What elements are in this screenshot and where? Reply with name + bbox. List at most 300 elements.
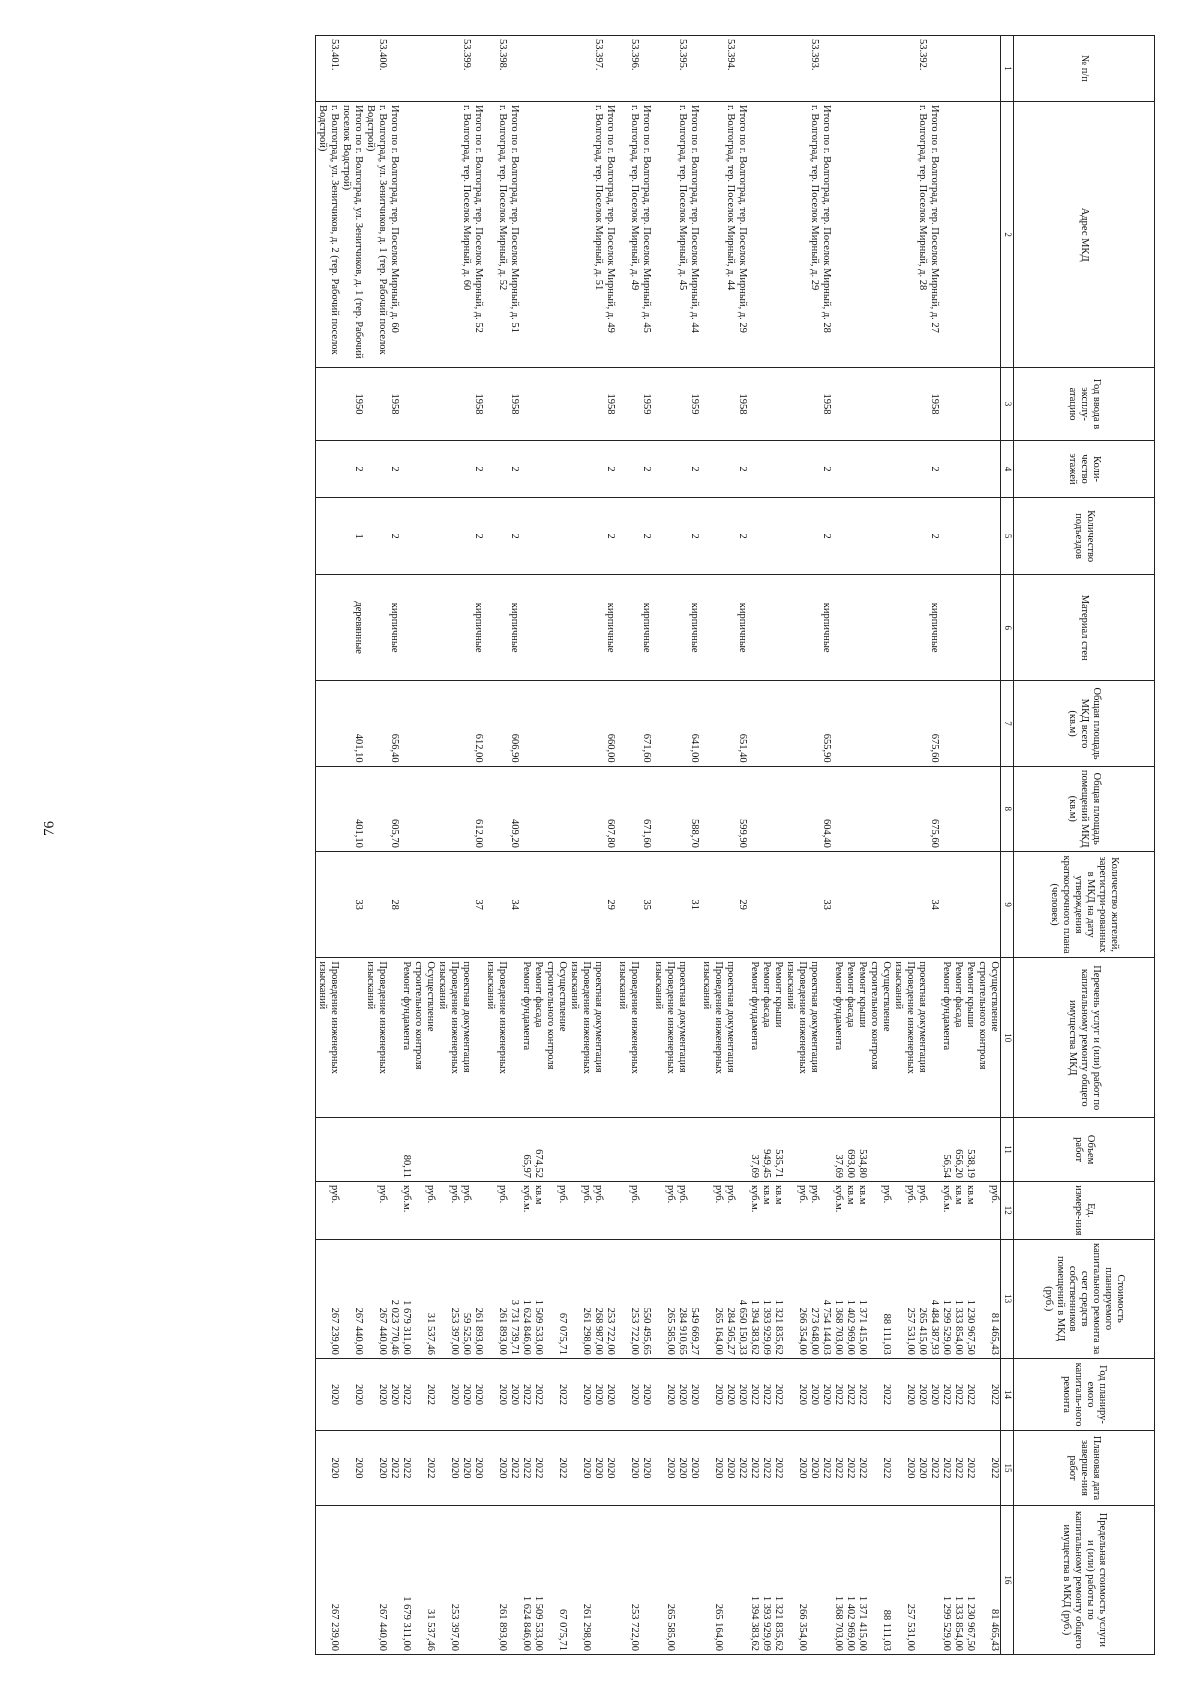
table-cell: Ремонт фундамента xyxy=(400,958,412,1118)
table-cell: Итого по г. Волгоград, тер. Поселок Мирный, д. 60 xyxy=(388,102,400,368)
table-cell xyxy=(916,766,928,851)
table-cell xyxy=(616,1505,628,1654)
table-cell xyxy=(796,766,808,851)
table-cell: 56,54 xyxy=(940,1118,952,1182)
table-cell: 2022 xyxy=(988,1431,1001,1506)
table-cell: 2022 xyxy=(520,1431,532,1506)
table-cell xyxy=(784,36,796,102)
table-cell xyxy=(652,574,664,681)
table-row xyxy=(796,36,808,1655)
table-cell xyxy=(700,498,712,575)
column-number-15: 15 xyxy=(1001,1431,1014,1506)
table-cell: 65,97 xyxy=(520,1118,532,1182)
table-cell xyxy=(568,1505,580,1654)
column-number-2: 2 xyxy=(1001,102,1014,368)
table-cell: 2022 xyxy=(760,1431,772,1506)
table-cell xyxy=(484,574,496,681)
table-row xyxy=(508,36,520,1655)
table-cell xyxy=(736,958,748,1118)
table-row xyxy=(520,36,532,1655)
table-row xyxy=(808,36,820,1655)
table-cell: 2020 xyxy=(640,1431,652,1506)
table-cell: 2022 xyxy=(520,1358,532,1430)
table-cell: 81 465,43 xyxy=(988,1505,1001,1654)
table-cell: Проведение инженерных xyxy=(628,958,640,1118)
table-row xyxy=(940,36,952,1655)
table-row xyxy=(556,36,568,1655)
table-cell: 1959 xyxy=(688,368,700,440)
table-cell: Ремонт фундамента xyxy=(940,958,952,1118)
table-row xyxy=(424,36,436,1655)
table-cell xyxy=(832,498,844,575)
table-cell xyxy=(772,766,784,851)
table-cell xyxy=(520,440,532,498)
table-cell: Ремонт крыши xyxy=(964,958,976,1118)
table-cell: проектная документация xyxy=(592,958,604,1118)
table-cell xyxy=(340,574,352,681)
table-cell xyxy=(904,574,916,681)
table-cell: Проведение инженерных xyxy=(328,958,340,1118)
table-cell xyxy=(844,36,856,102)
table-cell xyxy=(592,440,604,498)
table-cell: 1958 xyxy=(604,368,616,440)
table-cell xyxy=(808,681,820,766)
table-cell: 2 xyxy=(508,498,520,575)
table-row xyxy=(748,36,760,1655)
table-cell xyxy=(904,1118,916,1182)
table-cell xyxy=(952,440,964,498)
table-cell xyxy=(508,1182,520,1240)
table-cell: Итого по г. Волгоград, тер. Поселок Мирный, д. 45 xyxy=(640,102,652,368)
table-row xyxy=(640,36,652,1655)
table-cell xyxy=(316,1182,329,1240)
table-cell xyxy=(976,681,988,766)
table-cell xyxy=(340,1118,352,1182)
table-cell xyxy=(508,36,520,102)
table-cell xyxy=(484,102,496,368)
table-cell xyxy=(700,368,712,440)
table-cell xyxy=(976,851,988,958)
table-cell xyxy=(688,36,700,102)
table-cell xyxy=(760,36,772,102)
table-cell: 2 xyxy=(388,498,400,575)
table-cell: 2022 xyxy=(556,1358,568,1430)
table-cell: 2020 xyxy=(808,1431,820,1506)
table-cell: 33 xyxy=(820,851,832,958)
table-cell: 37,69 xyxy=(832,1118,844,1182)
table-cell: 2020 xyxy=(448,1358,460,1430)
table-cell: 1 393 929,09 xyxy=(760,1239,772,1358)
table-cell xyxy=(568,440,580,498)
table-cell xyxy=(436,1182,448,1240)
table-row xyxy=(916,36,928,1655)
column-number-13: 13 xyxy=(1001,1239,1014,1358)
table-cell xyxy=(928,1182,940,1240)
table-cell: 535,71 xyxy=(772,1118,784,1182)
table-cell: 261 893,00 xyxy=(472,1239,484,1358)
table-cell xyxy=(652,102,664,368)
table-cell: 1 230 967,50 xyxy=(964,1505,976,1654)
table-cell xyxy=(916,498,928,575)
table-cell xyxy=(916,851,928,958)
table-cell xyxy=(448,498,460,575)
table-cell xyxy=(868,1358,880,1430)
table-cell xyxy=(424,36,436,102)
table-cell xyxy=(580,440,592,498)
table-cell: 2020 xyxy=(664,1358,676,1430)
table-cell xyxy=(784,368,796,440)
table-row xyxy=(388,36,400,1655)
table-cell xyxy=(568,1118,580,1182)
table-cell: 2020 xyxy=(604,1358,616,1430)
table-cell xyxy=(412,1182,424,1240)
table-cell: г. Волгоград, тер. Поселок Мирный, д. 49 xyxy=(628,102,640,368)
table-cell: 2022 xyxy=(508,1431,520,1506)
table-cell xyxy=(544,440,556,498)
table-cell xyxy=(340,368,352,440)
table-cell xyxy=(652,681,664,766)
table-cell xyxy=(988,1118,1001,1182)
table-cell: 671,60 xyxy=(640,766,652,851)
table-cell: 67 075,71 xyxy=(556,1239,568,1358)
table-cell: 67 075,71 xyxy=(556,1505,568,1654)
table-cell xyxy=(484,440,496,498)
column-header-16: Предельная стоимость услуги и (или) работы по капитальному ремонту общего имущества в МКД (руб.) xyxy=(1014,1505,1155,1654)
table-cell xyxy=(724,851,736,958)
table-cell xyxy=(976,498,988,575)
table-cell: 35 xyxy=(640,851,652,958)
table-cell xyxy=(412,368,424,440)
table-cell xyxy=(784,440,796,498)
table-cell: 2020 xyxy=(688,1358,700,1430)
table-cell xyxy=(364,766,376,851)
table-cell xyxy=(892,851,904,958)
table-cell xyxy=(388,1505,400,1654)
table-cell xyxy=(796,574,808,681)
table-cell xyxy=(976,368,988,440)
table-row xyxy=(532,36,544,1655)
table-cell: 2022 xyxy=(532,1431,544,1506)
table-cell xyxy=(448,1118,460,1182)
table-cell xyxy=(940,440,952,498)
table-cell xyxy=(496,498,508,575)
table-cell: кв.м xyxy=(856,1182,868,1240)
table-cell: 660,00 xyxy=(604,681,616,766)
table-row xyxy=(736,36,748,1655)
table-cell: руб. xyxy=(460,1182,472,1240)
table-cell: 2020 xyxy=(928,1358,940,1430)
table-row xyxy=(316,36,329,1655)
table-cell: Проведение инженерных xyxy=(796,958,808,1118)
table-cell xyxy=(424,681,436,766)
table-cell xyxy=(760,766,772,851)
table-cell xyxy=(868,440,880,498)
table-cell xyxy=(412,440,424,498)
table-cell xyxy=(880,498,892,575)
table-cell: 2020 xyxy=(376,1431,388,1506)
table-cell: г. Волгоград, ул. Зенитчиков, д. 2 (тер. Рабочий поселок xyxy=(328,102,340,368)
table-cell xyxy=(400,766,412,851)
table-cell xyxy=(976,766,988,851)
table-cell xyxy=(784,1431,796,1506)
table-cell: 949,45 xyxy=(760,1118,772,1182)
table-cell: 2020 xyxy=(460,1358,472,1430)
table-cell xyxy=(532,681,544,766)
table-cell: кирпичные xyxy=(388,574,400,681)
table-cell xyxy=(460,1118,472,1182)
table-cell: 2020 xyxy=(688,1431,700,1506)
table-cell: Проведение инженерных xyxy=(712,958,724,1118)
table-cell: 253 722,00 xyxy=(628,1239,640,1358)
table-cell xyxy=(316,1118,329,1182)
table-cell: Итого по г. Волгоград, тер. Поселок Мирный, д. 28 xyxy=(820,102,832,368)
table-cell: Осуществление xyxy=(988,958,1001,1118)
table-cell xyxy=(544,1358,556,1430)
table-row xyxy=(448,36,460,1655)
table-cell xyxy=(640,36,652,102)
table-cell xyxy=(988,368,1001,440)
table-cell: 37 xyxy=(472,851,484,958)
table-cell xyxy=(760,851,772,958)
table-cell: кв.м xyxy=(532,1182,544,1240)
table-cell xyxy=(712,368,724,440)
table-cell xyxy=(316,851,329,958)
table-cell: 284 910,65 xyxy=(676,1239,688,1358)
table-cell xyxy=(592,498,604,575)
table-cell xyxy=(976,574,988,681)
table-row xyxy=(844,36,856,1655)
table-cell xyxy=(616,1239,628,1358)
table-cell: 265 164,00 xyxy=(712,1505,724,1654)
table-cell: Ремонт фундамента xyxy=(520,958,532,1118)
table-cell xyxy=(616,681,628,766)
table-cell: 253 722,00 xyxy=(604,1239,616,1358)
table-cell: 671,60 xyxy=(640,681,652,766)
table-row xyxy=(580,36,592,1655)
table-cell: 267 440,00 xyxy=(376,1239,388,1358)
table-cell: 2020 xyxy=(640,1358,652,1430)
table-cell: 257 531,00 xyxy=(904,1239,916,1358)
table-cell xyxy=(736,1182,748,1240)
table-cell xyxy=(340,681,352,766)
table-cell xyxy=(652,851,664,958)
table-cell xyxy=(616,36,628,102)
table-cell xyxy=(460,498,472,575)
table-row xyxy=(364,36,376,1655)
table-cell xyxy=(784,1239,796,1358)
table-cell: 2 xyxy=(472,498,484,575)
table-cell: 2 xyxy=(352,440,364,498)
table-cell xyxy=(592,574,604,681)
table-cell: Осуществление xyxy=(424,958,436,1118)
table-cell xyxy=(904,36,916,102)
table-cell xyxy=(796,36,808,102)
table-cell xyxy=(676,1505,688,1654)
table-cell xyxy=(928,1505,940,1654)
table-cell: изысканий xyxy=(568,958,580,1118)
table-cell: 265 164,00 xyxy=(712,1239,724,1358)
table-cell: руб. xyxy=(556,1182,568,1240)
table-cell xyxy=(496,368,508,440)
table-cell: 265 585,00 xyxy=(664,1239,676,1358)
table-cell xyxy=(964,574,976,681)
table-cell: Ремонт фундамента xyxy=(748,958,760,1118)
table-cell xyxy=(604,36,616,102)
table-cell xyxy=(664,368,676,440)
table-cell: 607,80 xyxy=(604,766,616,851)
table-cell: 2020 xyxy=(496,1358,508,1430)
table-cell xyxy=(340,440,352,498)
table-cell xyxy=(448,36,460,102)
table-row xyxy=(856,36,868,1655)
table-cell xyxy=(484,1239,496,1358)
table-cell: 2020 xyxy=(580,1431,592,1506)
table-cell xyxy=(868,1182,880,1240)
table-cell xyxy=(448,368,460,440)
table-cell xyxy=(724,766,736,851)
table-cell xyxy=(868,1239,880,1358)
table-cell: 2022 xyxy=(952,1358,964,1430)
table-cell xyxy=(700,851,712,958)
table-cell xyxy=(952,851,964,958)
table-cell: проектная документация xyxy=(916,958,928,1118)
table-cell: 2 xyxy=(640,440,652,498)
table-cell xyxy=(976,1118,988,1182)
table-cell: г. Волгоград, тер. Поселок Мирный, д. 44 xyxy=(724,102,736,368)
table-cell: г. Волгоград, тер. Поселок Мирный, д. 29 xyxy=(808,102,820,368)
table-cell: кирпичные xyxy=(820,574,832,681)
table-cell xyxy=(364,1505,376,1654)
table-cell xyxy=(544,766,556,851)
table-row xyxy=(880,36,892,1655)
table-cell xyxy=(436,1505,448,1654)
table-cell xyxy=(700,1182,712,1240)
table-cell xyxy=(340,766,352,851)
table-cell xyxy=(712,574,724,681)
table-cell xyxy=(892,368,904,440)
table-cell xyxy=(508,1118,520,1182)
table-cell: 2020 xyxy=(736,1358,748,1430)
table-cell xyxy=(628,681,640,766)
table-cell: 253 722,00 xyxy=(628,1505,640,1654)
table-cell xyxy=(484,368,496,440)
table-cell xyxy=(880,368,892,440)
table-cell: руб. xyxy=(916,1182,928,1240)
column-number-4: 4 xyxy=(1001,440,1014,498)
table-cell xyxy=(700,681,712,766)
table-cell xyxy=(316,766,329,851)
table-cell xyxy=(568,851,580,958)
table-cell xyxy=(700,1239,712,1358)
table-cell xyxy=(520,36,532,102)
table-cell xyxy=(544,368,556,440)
table-cell xyxy=(328,498,340,575)
table-cell xyxy=(856,440,868,498)
table-cell xyxy=(880,440,892,498)
table-cell: 2022 xyxy=(952,1431,964,1506)
table-cell xyxy=(868,574,880,681)
table-cell xyxy=(832,574,844,681)
table-cell xyxy=(352,1505,364,1654)
table-cell: кв.м xyxy=(952,1182,964,1240)
column-header-15: Плановая дата заверше-ния работ xyxy=(1014,1431,1155,1506)
table-cell: кв.м xyxy=(844,1182,856,1240)
table-cell xyxy=(364,440,376,498)
table-cell: 37,69 xyxy=(748,1118,760,1182)
table-cell xyxy=(868,368,880,440)
table-cell xyxy=(664,574,676,681)
table-cell xyxy=(700,440,712,498)
table-cell xyxy=(520,498,532,575)
table-cell xyxy=(892,1358,904,1430)
table-cell xyxy=(976,1358,988,1430)
table-cell: г. Волгоград, тер. Поселок Мирный, д. 45 xyxy=(676,102,688,368)
table-cell: руб. xyxy=(796,1182,808,1240)
table-cell: 257 531,00 xyxy=(904,1505,916,1654)
column-number-6: 6 xyxy=(1001,574,1014,681)
table-cell xyxy=(904,851,916,958)
table-cell xyxy=(856,36,868,102)
table-cell: 88 111,03 xyxy=(880,1505,892,1654)
table-cell xyxy=(976,440,988,498)
table-cell xyxy=(988,102,1001,368)
table-cell xyxy=(580,766,592,851)
column-number-10: 10 xyxy=(1001,958,1014,1118)
table-cell xyxy=(688,1118,700,1182)
table-cell: 261 893,00 xyxy=(496,1505,508,1654)
table-cell xyxy=(952,766,964,851)
table-cell xyxy=(700,1431,712,1506)
table-cell xyxy=(652,1505,664,1654)
table-cell xyxy=(904,681,916,766)
table-cell xyxy=(868,851,880,958)
table-cell: изысканий xyxy=(700,958,712,1118)
table-cell xyxy=(628,1118,640,1182)
table-cell xyxy=(544,1239,556,1358)
table-cell: руб. xyxy=(328,1182,340,1240)
table-cell xyxy=(844,574,856,681)
table-cell xyxy=(628,440,640,498)
table-cell xyxy=(748,498,760,575)
table-cell xyxy=(628,574,640,681)
table-cell: руб. xyxy=(904,1182,916,1240)
table-row xyxy=(664,36,676,1655)
table-cell xyxy=(616,766,628,851)
table-cell: 1 368 703,00 xyxy=(832,1505,844,1654)
table-cell xyxy=(436,766,448,851)
table-cell xyxy=(424,102,436,368)
table-cell xyxy=(436,1118,448,1182)
table-row xyxy=(868,36,880,1655)
table-cell: 2020 xyxy=(352,1358,364,1430)
table-cell xyxy=(844,498,856,575)
table-cell xyxy=(784,1505,796,1654)
table-cell xyxy=(748,440,760,498)
table-cell: Проведение инженерных xyxy=(376,958,388,1118)
table-cell xyxy=(964,681,976,766)
table-cell: 53.401. xyxy=(328,36,340,102)
table-cell xyxy=(832,368,844,440)
table-cell xyxy=(880,681,892,766)
table-cell: 1 333 854,00 xyxy=(952,1505,964,1654)
table-cell xyxy=(556,681,568,766)
table-cell: 2022 xyxy=(388,1431,400,1506)
table-cell: 656,20 xyxy=(952,1118,964,1182)
table-cell xyxy=(892,681,904,766)
table-cell: руб. xyxy=(808,1182,820,1240)
table-cell xyxy=(916,1118,928,1182)
column-header-4: Коли-чество этажей xyxy=(1014,440,1155,498)
